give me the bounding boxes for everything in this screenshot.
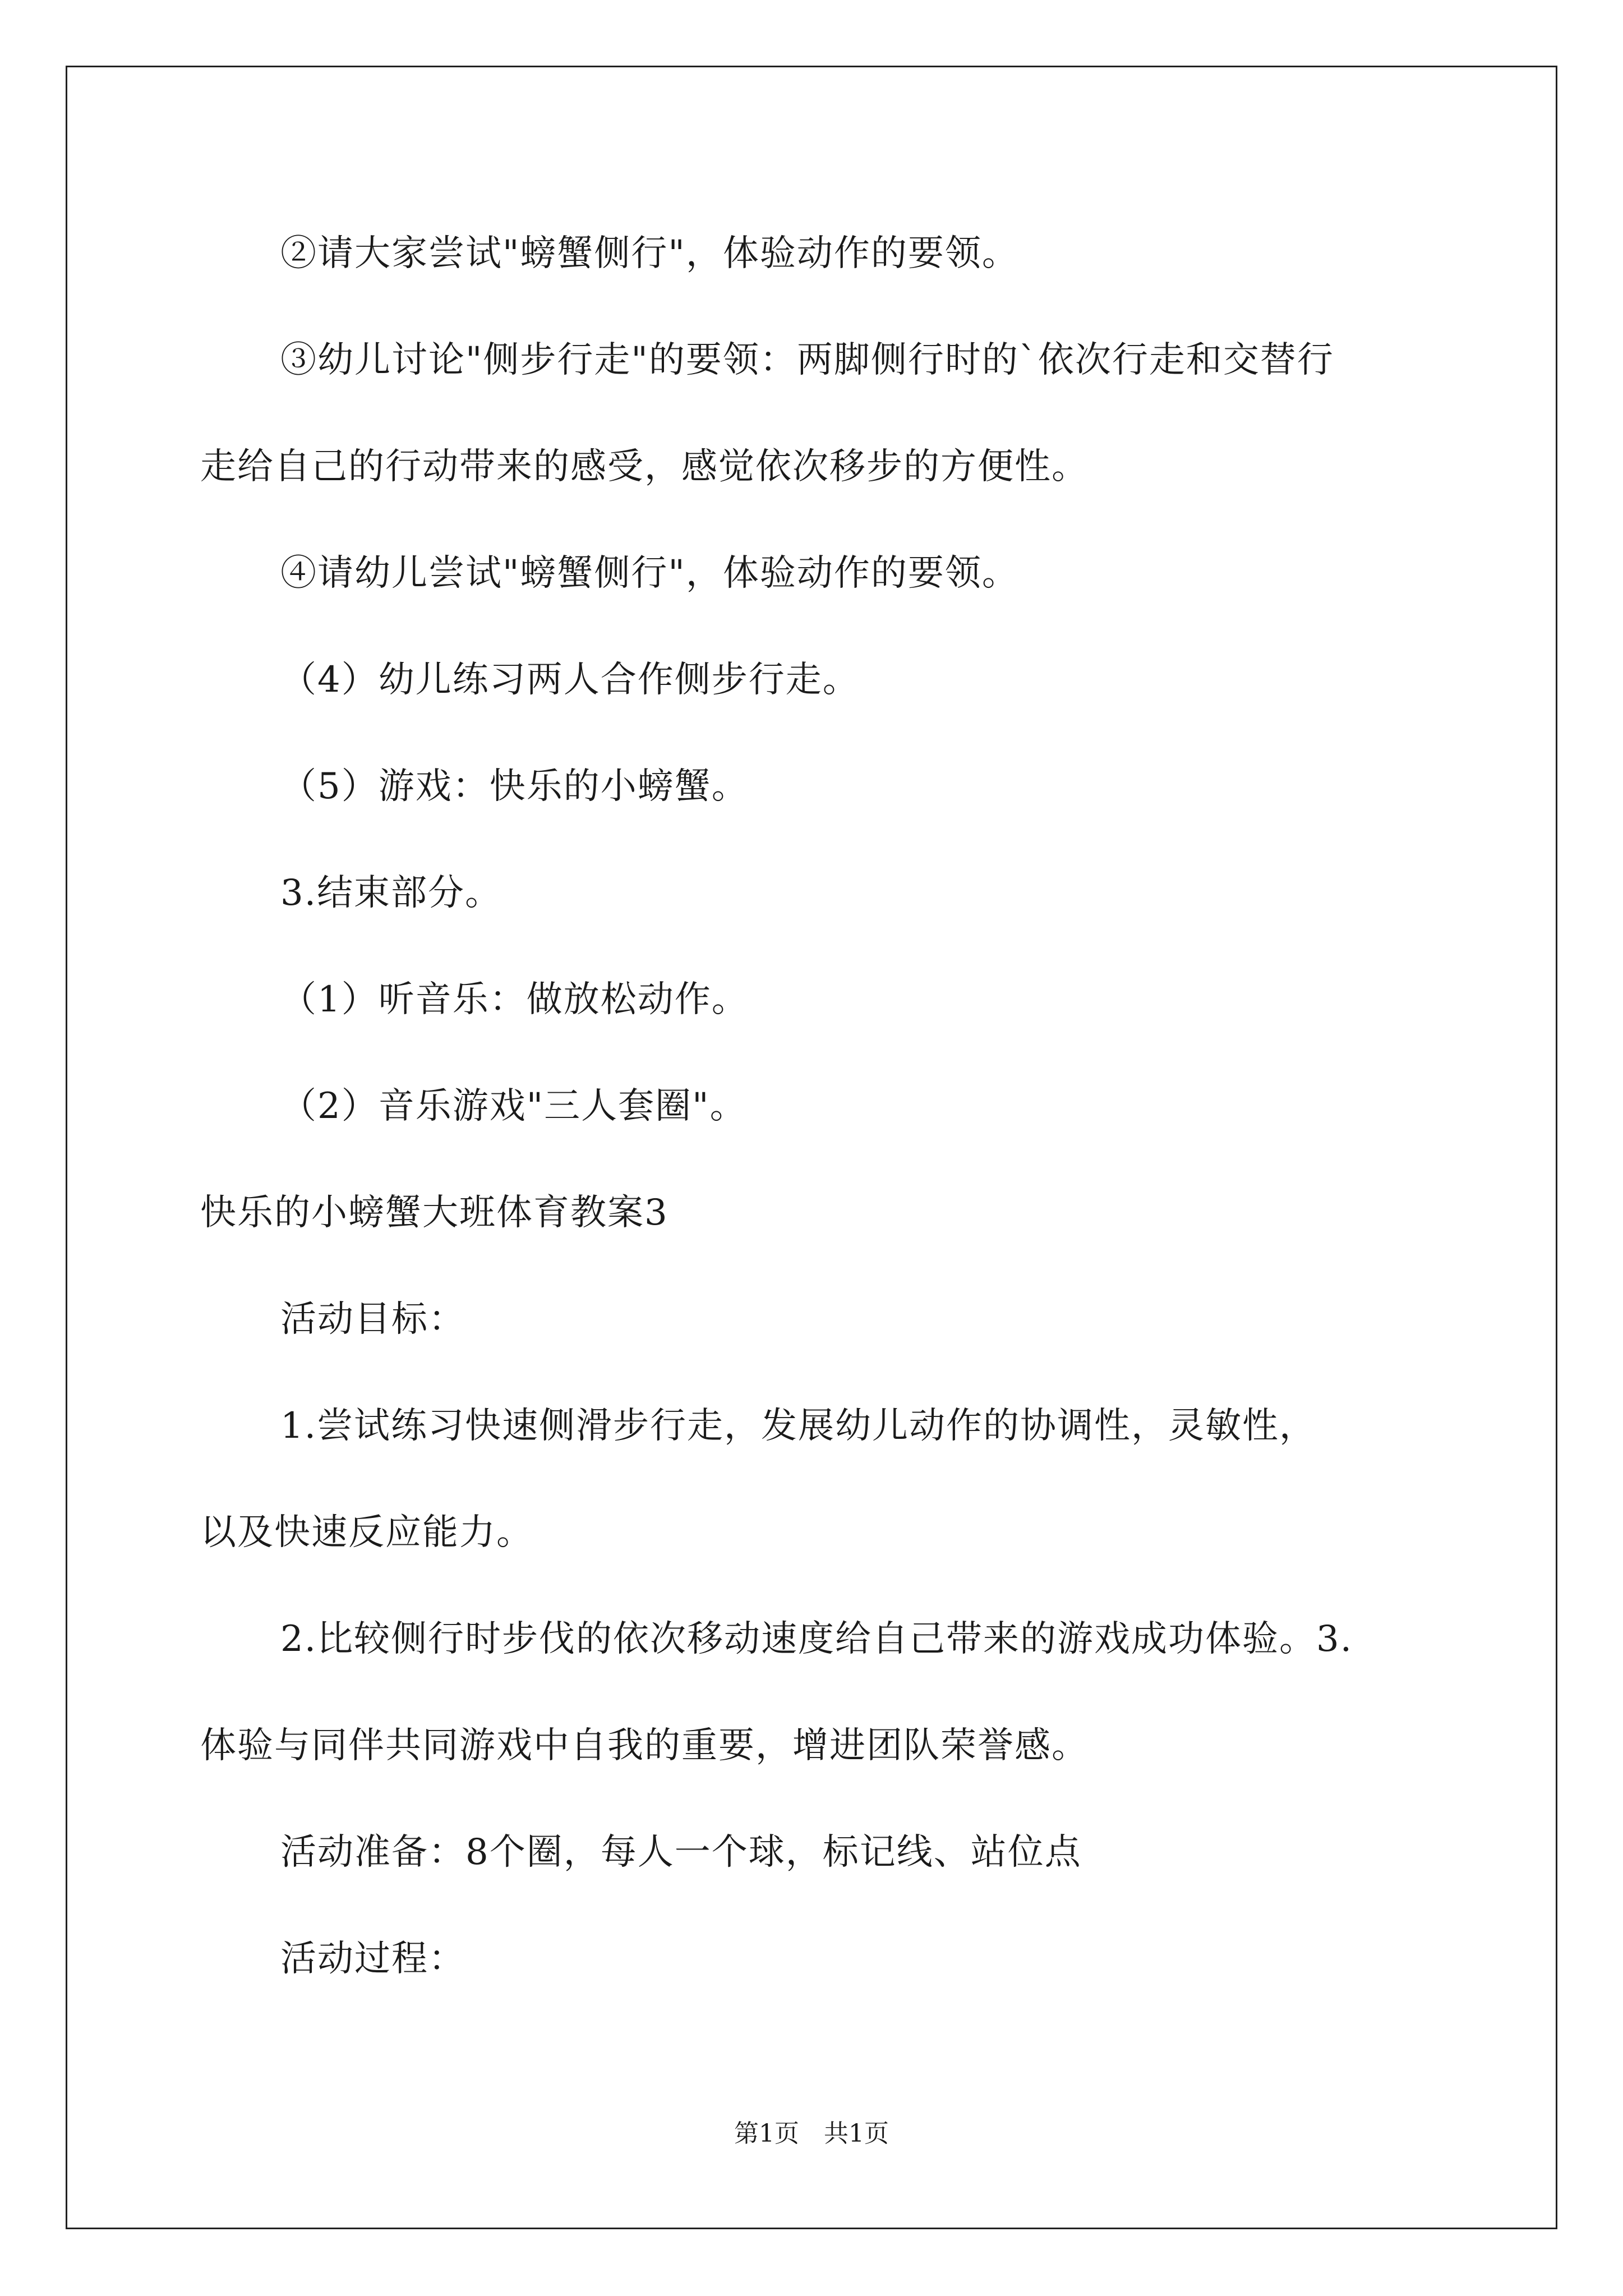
text-line: 活动目标： xyxy=(280,1299,465,1340)
text-line: 1.尝试练习快速侧滑步行走，发展幼儿动作的协调性，灵敏性， xyxy=(280,1405,1317,1447)
text-line: ④请幼儿尝试"螃蟹侧行"，体验动作的要领。 xyxy=(280,553,1019,594)
text-line: ③幼儿讨论"侧步行走"的要领：两脚侧行时的`依次行走和交替行 xyxy=(280,339,1334,381)
text-line: 3.结束部分。 xyxy=(280,872,502,914)
text-line: 2.比较侧行时步伐的依次移动速度给自己带来的游戏成功体验。3. xyxy=(280,1618,1353,1660)
text-line: （2）音乐游戏"三人套圈"。 xyxy=(280,1085,747,1127)
text-line: 体验与同伴共同游戏中自我的重要，增进团队荣誉感。 xyxy=(200,1725,1089,1766)
section-heading: 快乐的小螃蟹大班体育教案3 xyxy=(200,1192,668,1234)
text-line: （5）游戏：快乐的小螃蟹。 xyxy=(280,766,749,807)
text-line: ②请大家尝试"螃蟹侧行"，体验动作的要领。 xyxy=(280,233,1019,274)
text-line: 活动准备：8个圈，每人一个球，标记线、站位点 xyxy=(280,1832,1082,1873)
text-line: 走给自己的行动带来的感受，感觉依次移步的方便性。 xyxy=(200,446,1089,487)
text-line: 活动过程： xyxy=(280,1938,465,1980)
page-footer: 第1页 共1页 xyxy=(734,2119,889,2148)
text-line: （4）幼儿练习两人合作侧步行走。 xyxy=(280,659,860,701)
text-line: （1）听音乐：做放松动作。 xyxy=(280,979,749,1020)
page-border xyxy=(66,66,1557,2229)
text-line: 以及快速反应能力。 xyxy=(200,1512,533,1553)
